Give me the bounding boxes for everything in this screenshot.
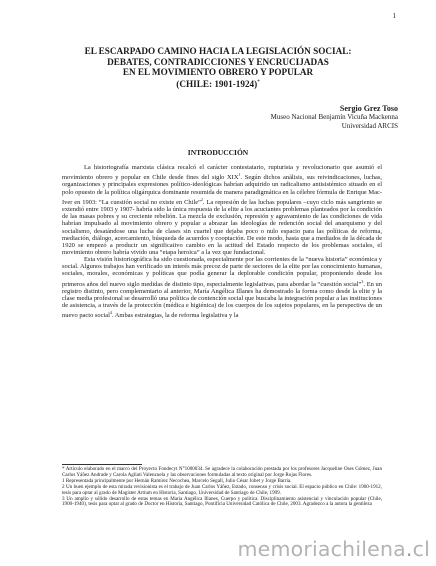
body-text xyxy=(62,164,382,320)
title-line-1: EL ESCARPADO CAMINO HACIA LA LEGISLACIÓN SOCIAL: xyxy=(84,46,352,56)
footnote-ref-1: 1 xyxy=(238,172,241,178)
footnote-3: 2 Un buen ejemplo de esta mirada revisionista es el trabajo de Juan Carlos Yáñez, Estado, consenso y crisis social. El espacio público en Chile: 1900-1912, tesis para optar al grado de Magíster Artium en Historia, Santiago, Universidad de Santiago de Chile, 1999. xyxy=(62,483,382,496)
author-affiliation-2: Universidad ARCIS xyxy=(341,122,398,130)
title-line-3: EN EL MOVIMIENTO OBRERO Y POPULAR xyxy=(122,67,314,77)
footnote-2: 1 Representada principalmente por Hernán Ramírez Necochea, Marcelo Segall, Julio César Jobet y Jorge Barría. xyxy=(62,477,292,484)
footnote-ref-2: 2 xyxy=(200,196,203,202)
paragraph-1 xyxy=(62,164,382,256)
watermark-dot: . xyxy=(405,537,413,561)
section-heading: INTRODUCCIÓN xyxy=(187,148,249,157)
paragraph-2-text-b: . En un registro distinto, pero complementario al anterior, María Angélica Illanes ha demostrado la forma como desde la elite y la clase media profesional se desarrolló una política de contención social que buscaba la integración popular a las instituciones de asistencia, a través de la protección (médica e higiénica) de los cuerpos de los sujetos populares, en la perspectiva de un nuevo pacto social xyxy=(62,280,382,320)
title-dates: (CHILE: 1901-1924) xyxy=(176,78,258,89)
watermark xyxy=(238,537,431,561)
article-title xyxy=(0,46,436,89)
paragraph-2-text-c: . Ambas estrategias, la de reforma legislativa y la xyxy=(111,312,239,320)
author-block xyxy=(271,104,398,131)
paragraph-1-text-a: La historiografía marxista clásica recalcó el carácter contestatario, rupturista y revolucionario que asumió el movimiento obrero y popular en Chile desde fines del siglo XIX xyxy=(62,164,382,182)
title-footnote-mark: * xyxy=(257,79,260,85)
paragraph-2-text-a: Esta visión historiográfica ha sido cuestionada, especialmente por las corrientes de la “nueva historia” económica y social. Algunos trabajos han verificado un interés más precoz de parte de sectores de la elite por las conocimiento humanas, sociales, morales, económicas y políticas que podía generar la deplorable condición popular, proponiendo desde los primeros años del nuevo siglo medidas de distinto tipo, especialmente legislativas, para abordar la “cuestión social” xyxy=(62,256,382,288)
paragraph-2 xyxy=(62,256,382,320)
footnote-separator xyxy=(62,464,142,465)
title-line-2: DEBATES, CONTRADICCIONES Y ENCRUCIJADAS xyxy=(107,56,329,67)
author-name: Sergio Grez Toso xyxy=(339,104,398,113)
title-line-4 xyxy=(0,78,436,90)
footnotes xyxy=(62,467,382,508)
footnote-ref-3: 3 xyxy=(361,278,364,284)
page-number: 1 xyxy=(392,12,396,20)
author-affiliation-1: Museo Nacional Benjamín Vicuña Mackenna xyxy=(270,113,398,121)
watermark-tld: cl xyxy=(412,537,430,561)
footnote-1: * Artículo elaborado en el marco del Proyecto Fondecyt N°1000034. Se agradece la colaboración prestada por los profesores Jacqueline Oses Gómez, Juan Carlos Yáñez Andrade y Carola Agliati Valenzuela y las observaciones formuladas al texto original por Jorge Rojas Flores. xyxy=(62,466,382,478)
paragraph-1-text-b: . Según dichos análisis, sus reivindicaciones, luchas, organizaciones y principales expresiones político-ideológicas habrían adquirido un radicalismo antisistémico situado en el polo opuesto de la política oligárquica dominante resumida de manera paradigmática en la célebre fórmula de Enrique Mac-Iver en 1903: “La cuestión social no existe en Chile” xyxy=(62,174,382,206)
watermark-name: memoriachilena xyxy=(237,537,406,561)
paragraph-1-text-c: . La represión de las luchas populares –cuyo ciclo más sangriento se extendió entre 1903 y 1907- habría sido la única respuesta de la elite a los acuciantes problemas planteados por la condición de las masas pobres y su creciente rebelión. La mezcla de exclusión, represión y agravamiento de las condiciones de vida habrían impulsado al movimiento obrero y popular a abrazar las ideologías de redención social del anarquismo y del socialismo, desatándose una lucha de clases sin cuartel que dejaba poco o nulo espacio para las políticas de reforma, mediación, diálogo, acercamiento, búsqueda de acuerdos y cooptación. De este modo, hasta que a mediados de la década de 1920 se empezó a producir un significativo cambio en la actitud del Estado respecto de los problemas sociales, el movimiento obrero habría vivido una “etapa heroica” a la vez que fundacional. xyxy=(62,198,382,256)
footnote-4: 3 Un amplio y sólido desarrollo de estas temas en María Angélica Illanes, Cuerpo y política. Disciplinamiento asistencial y vinculación popular (Chile, 1900-1940), tesis para optar al grado de Doctor en Historia, Santiago, Pontificia Universidad Católica de Chile, 2003. Agradezco a la autora la gentileza xyxy=(62,495,382,508)
footnote-ref-4: 4 xyxy=(109,310,112,316)
